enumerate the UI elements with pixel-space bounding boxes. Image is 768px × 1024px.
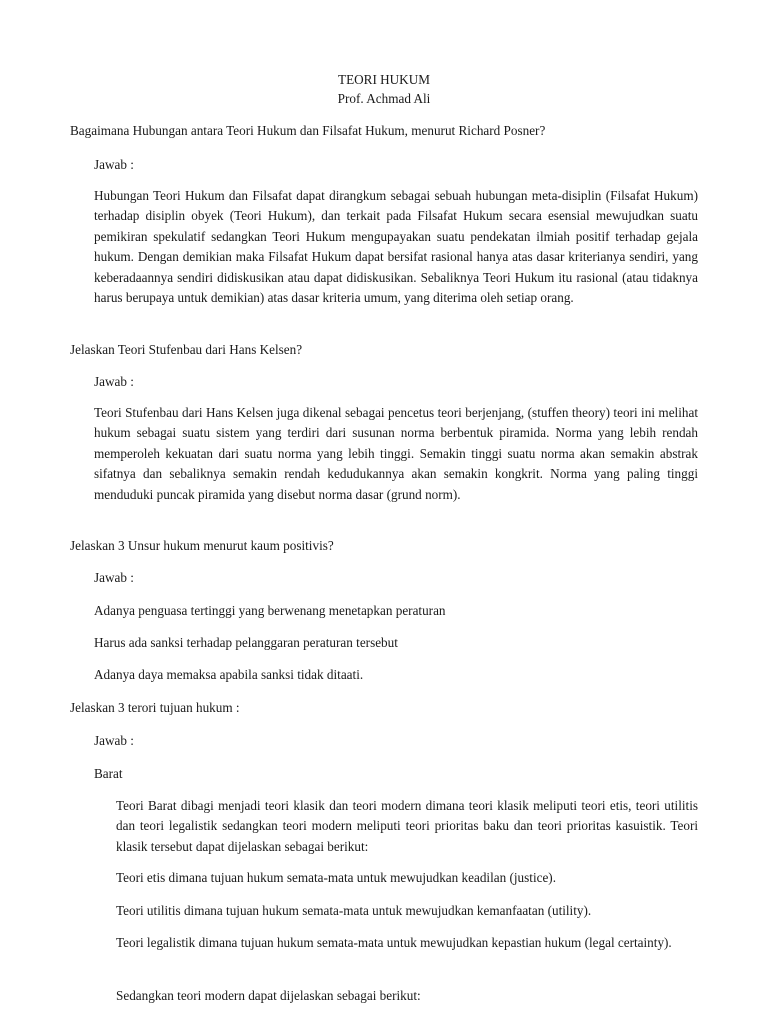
answer-label-2: Jawab :	[94, 374, 134, 389]
question-1: Bagaimana Hubungan antara Teori Hukum dan Filsafat Hukum, menurut Richard Posner?	[70, 123, 546, 138]
subheading-barat: Barat	[94, 766, 123, 781]
question-3: Jelaskan 3 Unsur hukum menurut kaum positivis?	[70, 538, 334, 553]
document-author: Prof. Achmad Ali	[337, 91, 431, 106]
list-item: Adanya penguasa tertinggi yang berwenang menetapkan peraturan	[94, 603, 446, 618]
question-4: Jelaskan 3 terori tujuan hukum :	[70, 700, 240, 715]
list-item: Adanya daya memaksa apabila sanksi tidak ditaati.	[94, 667, 364, 682]
answer-label-4: Jawab :	[94, 733, 134, 748]
barat-intro-paragraph: Teori Barat dibagi menjadi teori klasik dan teori modern dimana teori klasik meliputi teori etis, teori utilitis dan teori legalistik sedangkan teori modern meliputi teori prioritas baku dan teori prioritas kasuistik. Teori klasik tersebut dapat dijelaskan sebagai berikut:	[116, 798, 698, 854]
list-item: Harus ada sanksi terhadap pelanggaran peraturan tersebut	[94, 635, 398, 650]
question-2: Jelaskan Teori Stufenbau dari Hans Kelsen?	[70, 342, 303, 357]
document-title: TEORI HUKUM	[338, 72, 430, 87]
answer-2-paragraph: Teori Stufenbau dari Hans Kelsen juga dikenal sebagai pencetus teori berjenjang, (stuffen theory) teori ini melihat hukum sebagai suatu sistem yang terdiri dari susunan norma berbentuk piramida. Norma yang lebih rendah memperoleh kekuatan dari suatu norma yang lebih tinggi. Semakin tinggi suatu norma akan semakin abstrak sifatnya dan sebaliknya semakin rendah kedudukannya akan semakin kongkrit. Norma yang paling tinggi menduduki puncak piramida yang disebut norma dasar (grund norm).	[94, 405, 698, 502]
theory-item: Teori utilitis dimana tujuan hukum semata-mata untuk mewujudkan kemanfaatan (utility).	[116, 903, 592, 918]
answer-1-paragraph: Hubungan Teori Hukum dan Filsafat dapat dirangkum sebagai sebuah hubungan meta-disiplin (Filsafat Hukum) terhadap disiplin obyek (Teori Hukum), dan terkait pada Filsafat Hukum secara esensial mewujudkan suatu pemikiran spekulatif sedangkan Teori Hukum mengupayakan suatu pendekatan ilmiah positif terhadap gejala hukum. Dengan demikian maka Filsafat Hukum dapat bersifat rasional hanya atas dasar kriterianya sendiri, yang keberadaannya sendiri didiskusikan atau dapat didiskusikan. Sebaliknya Teori Hukum itu rasional (atau tidaknya harus berupaya untuk demikian) atas dasar kriteria umum, yang diterima oleh setiap orang.	[94, 188, 698, 306]
answer-label-1: Jawab :	[94, 157, 134, 172]
title-block	[0, 70, 768, 108]
answer-label-3: Jawab :	[94, 570, 134, 585]
theory-item: Teori legalistik dimana tujuan hukum semata-mata untuk mewujudkan kepastian hukum (legal certainty).	[116, 935, 672, 950]
closing-line: Sedangkan teori modern dapat dijelaskan sebagai berikut:	[116, 988, 421, 1003]
theory-item: Teori etis dimana tujuan hukum semata-mata untuk mewujudkan keadilan (justice).	[116, 870, 556, 885]
